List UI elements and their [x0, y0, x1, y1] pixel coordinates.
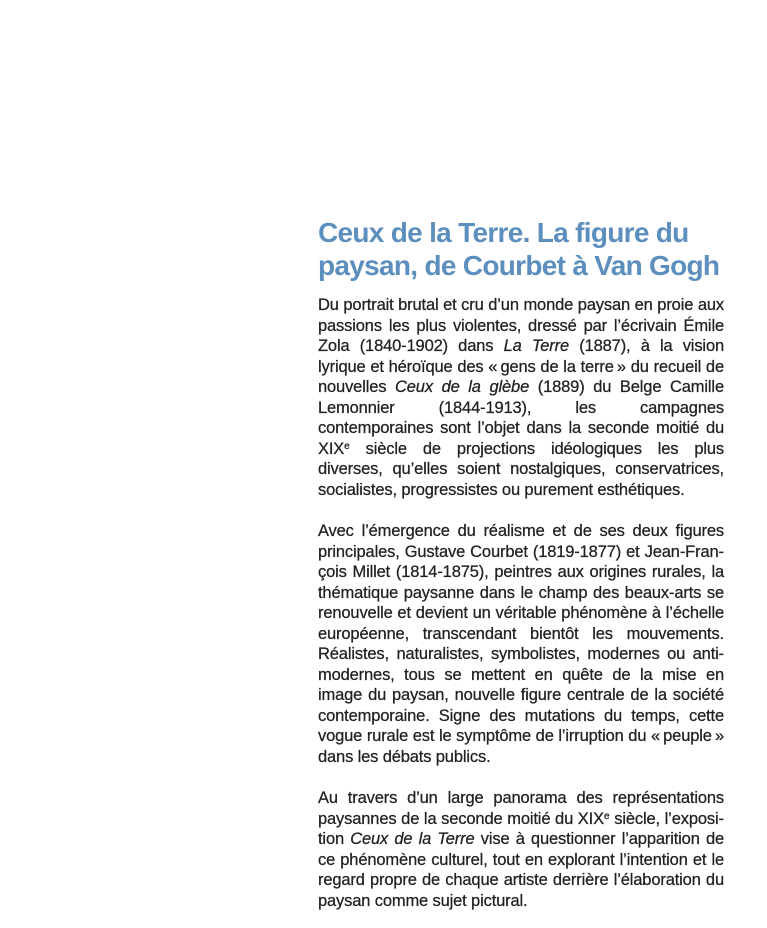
- text-segment: (1889) du Belge Camille Lemonnier (1844-1913), les campagnes contemporaines sont l’objet dans la seconde moitié du XIX: [318, 378, 724, 458]
- text-segment: (1887), à la vision lyrique et héroïque des « gens de la terre » du recueil de nouvelles: [318, 337, 724, 396]
- superscript-text: e: [344, 440, 350, 452]
- italic-text: La Terre: [503, 337, 570, 355]
- text-segment: Avec l’émergence du réalisme et de ses deux figures principales, Gustave Courbet (1819-1877) et Jean-François Millet (1814-1875), peintres aux origines rurales, la thématique paysanne dans le champ des beaux-arts se renouvelle et devient un véritable phénomène à l’échelle européenne, transcendant bientôt les mouvements. Réalistes, naturalistes, symbolistes, modernes ou anti-modernes, tous se mettent en quête de la mise en image du paysan, nouvelle figure centrale de la société contemporaine. Signe des mutations du temps, cette vogue rurale est le symptôme de l’irruption du « peuple » dans les débats publics.: [318, 522, 724, 766]
- article-title: [318, 216, 724, 282]
- italic-text: Ceux de la Terre: [350, 830, 475, 848]
- text-segment: siècle, l’exposition: [318, 809, 724, 848]
- text-segment: Au travers d’un large panorama des représentations paysannes de la seconde moitié du XIX: [318, 789, 724, 828]
- paragraph: [318, 521, 724, 767]
- text-segment: siècle de projections idéologiques les plus diverses, qu’elles soient nostalgiques, conservatrices, socialistes, progressistes ou purement esthétiques.: [318, 439, 724, 499]
- paragraph: [318, 295, 724, 500]
- article-title-line-1: Ceux de la Terre. La figure du: [318, 217, 689, 248]
- text-segment: vise à questionner l’apparition de ce phénomène culturel, tout en explorant l’intention et le regard propre de chaque artiste derrière l’élaboration du paysan comme sujet pictural.: [318, 830, 724, 910]
- superscript-text: e: [603, 810, 610, 822]
- paragraph: [318, 788, 724, 911]
- article-title-line-2: paysan, de Courbet à Van Gogh: [318, 250, 720, 281]
- text-segment: Du portrait brutal et cru d’un monde paysan en proie aux passions les plus violentes, dressé par l’écrivain Émile Zola (1840-1902) dans: [318, 296, 724, 355]
- article-body: [318, 295, 724, 911]
- italic-text: Ceux de la glèbe: [395, 378, 530, 396]
- text-column: [318, 216, 724, 911]
